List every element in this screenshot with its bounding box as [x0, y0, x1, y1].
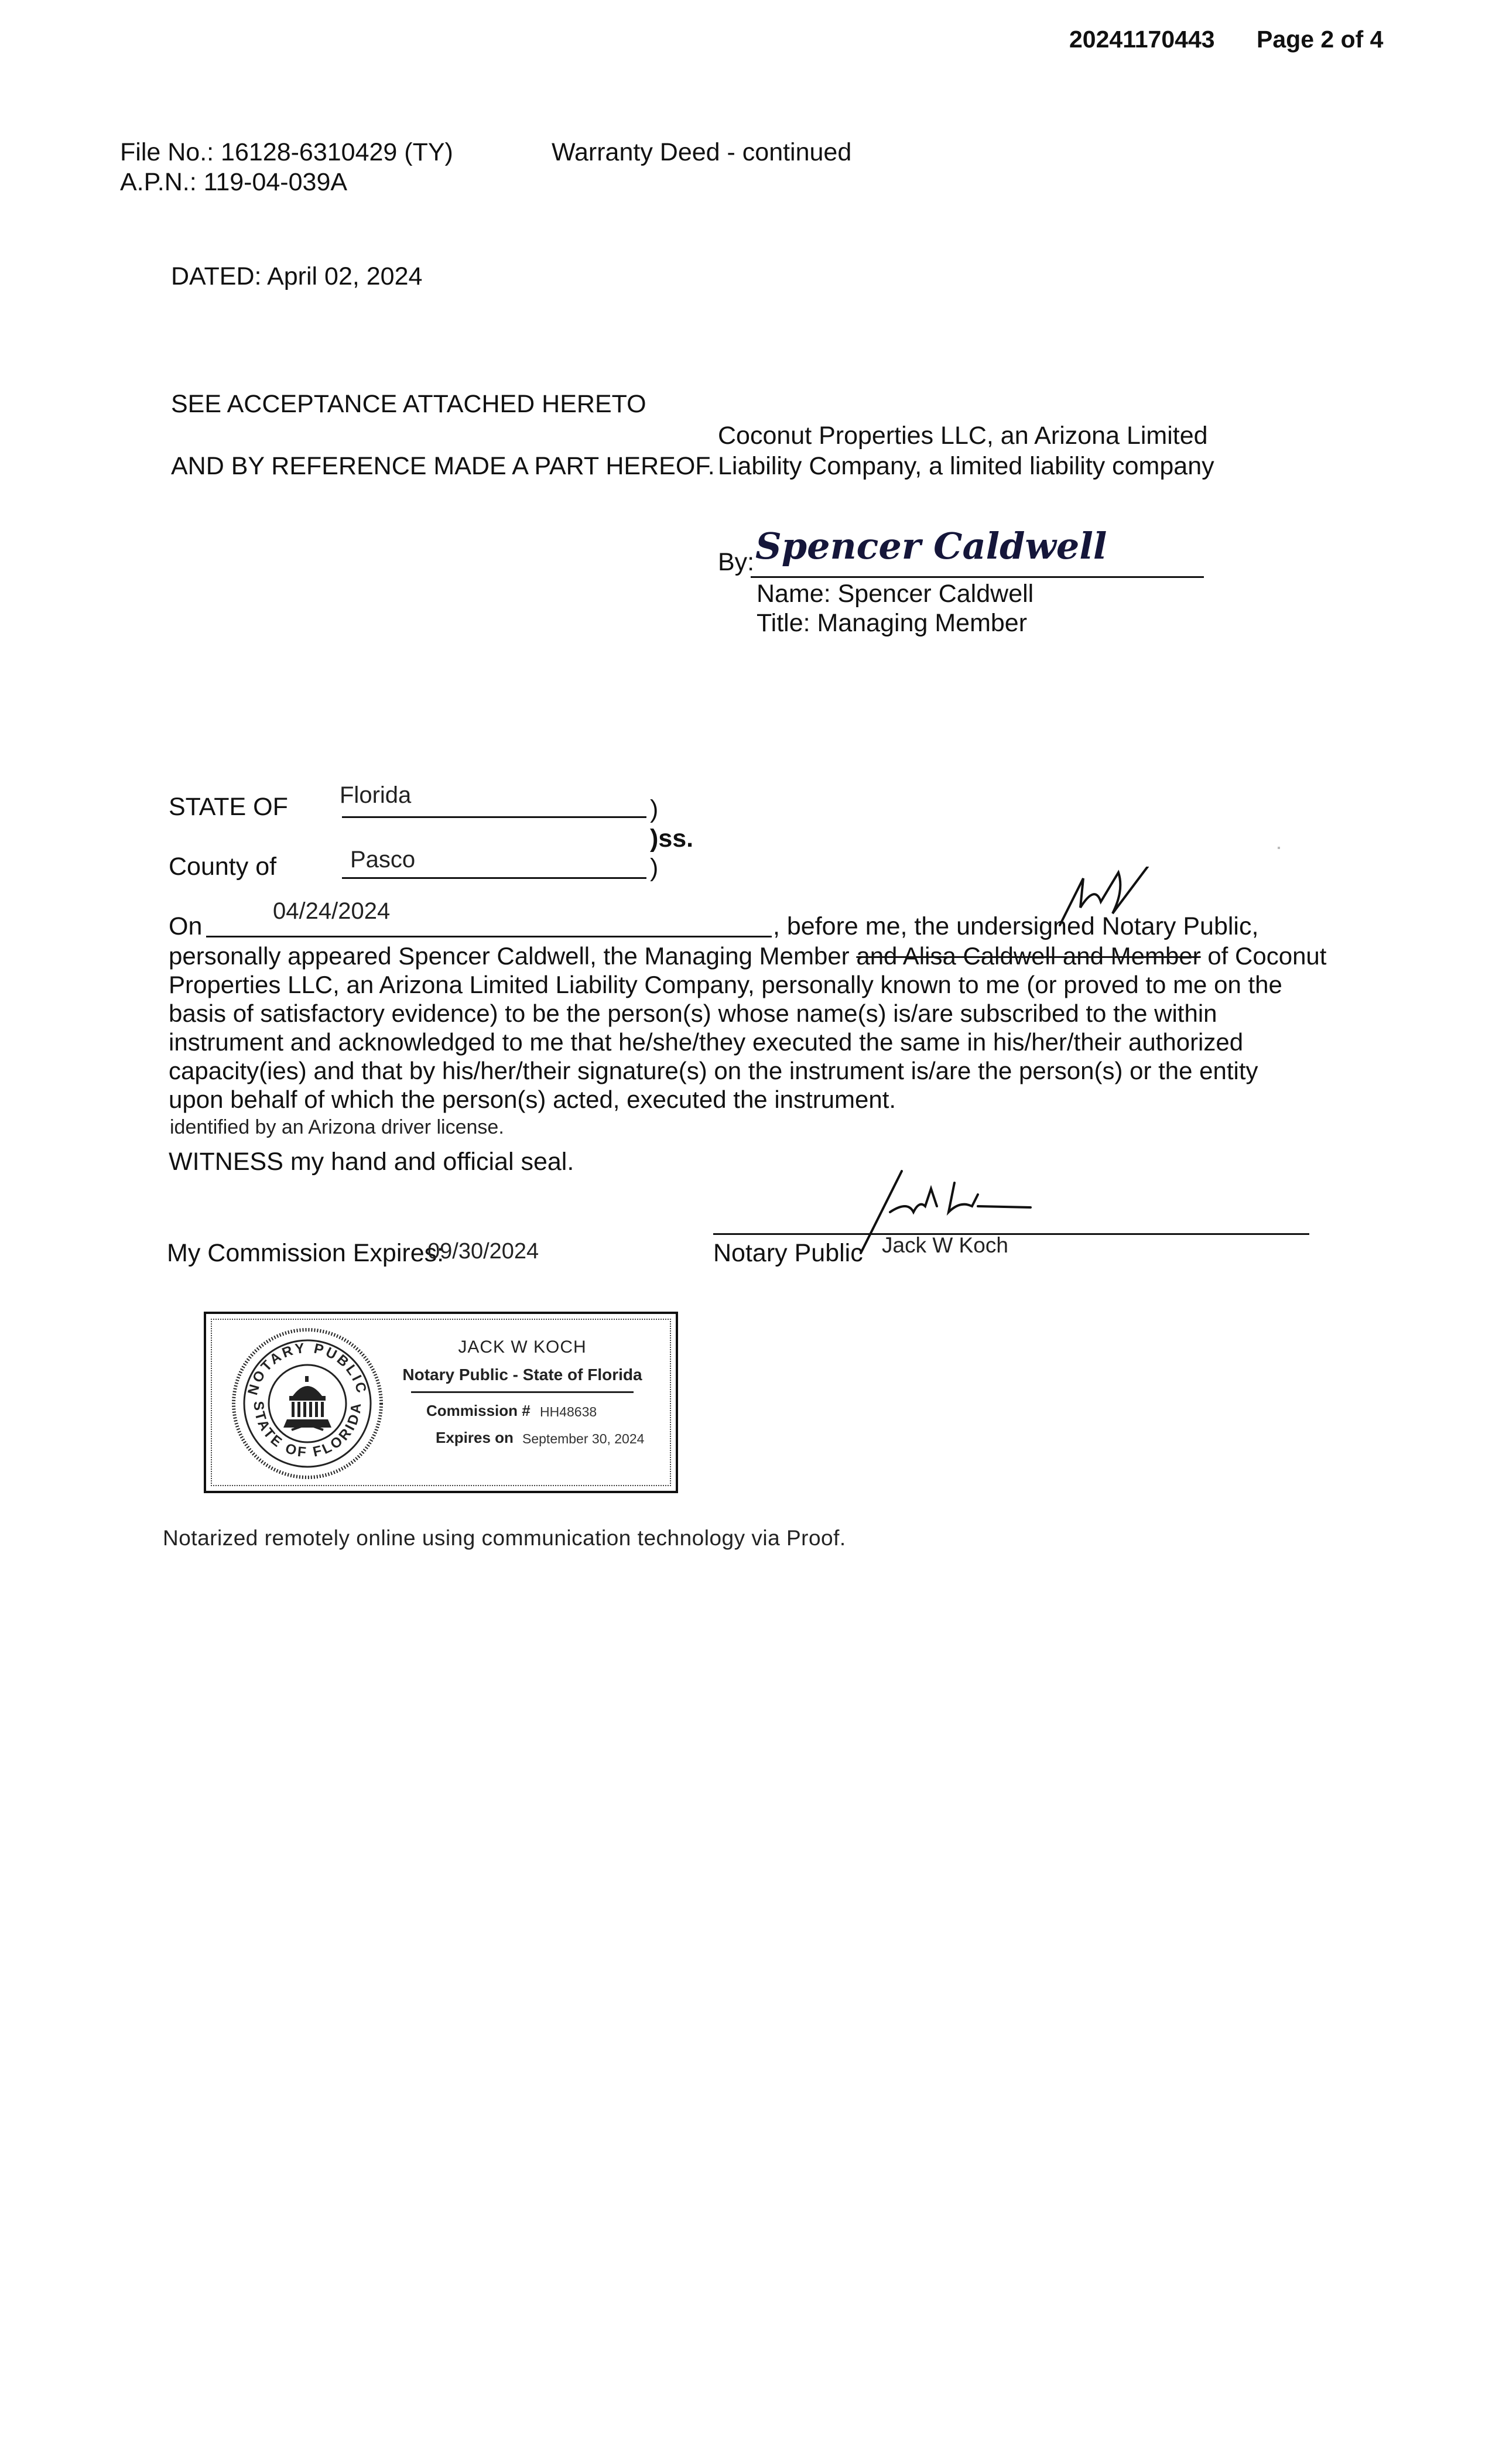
county-paren: )	[650, 854, 659, 882]
signature-line	[751, 576, 1204, 578]
county-blank-line	[342, 877, 646, 879]
state-paren: )	[650, 795, 659, 823]
state-blank-line	[342, 816, 646, 818]
state-value: Florida	[340, 782, 412, 808]
signer-title: Title: Managing Member	[757, 609, 1028, 637]
witness-line: WITNESS my hand and official seal.	[169, 1148, 574, 1176]
remote-notarization-note: Notarized remotely online using communication technology via Proof.	[163, 1526, 846, 1550]
ack-line-2-pre: personally appeared Spencer Caldwell, the Managing Member	[169, 942, 857, 970]
notary-public-label: Notary Public	[713, 1239, 863, 1267]
seal-bottom-text: STATE OF FLORIDA	[250, 1400, 365, 1461]
notary-initials-mark	[1048, 867, 1165, 937]
acceptance-line-1: SEE ACCEPTANCE ATTACHED HERETO	[171, 390, 646, 418]
ack-line-1: , before me, the undersigned Notary Public,	[773, 912, 1259, 940]
grantor-company-line-2: Liability Company, a limited liability company	[718, 452, 1214, 480]
apn-number: A.P.N.: 119-04-039A	[120, 168, 348, 196]
date-blank-line	[206, 936, 772, 937]
acceptance-line-2: AND BY REFERENCE MADE A PART HEREOF.	[171, 452, 715, 480]
ack-line-4: basis of satisfactory evidence) to be the person(s) whose name(s) is/are subscribed to the within	[169, 1000, 1217, 1027]
page-indicator: Page 2 of 4	[1257, 26, 1384, 53]
commission-expires-date: 09/30/2024	[427, 1239, 539, 1264]
stamp-notary-name: JACK W KOCH	[458, 1337, 587, 1357]
county-label: County of	[169, 853, 277, 881]
file-number: File No.: 16128-6310429 (TY)	[120, 138, 453, 166]
identification-note: identified by an Arizona driver license.	[170, 1116, 504, 1138]
notary-name: Jack W Koch	[882, 1233, 1008, 1257]
grantor-company-line-1: Coconut Properties LLC, an Arizona Limited	[718, 422, 1208, 450]
on-label: On	[169, 912, 203, 940]
notary-stamp	[204, 1312, 678, 1493]
stamp-commission-number: HH48638	[540, 1404, 597, 1419]
scan-speck	[1278, 847, 1280, 849]
grantor-signature: Spencer Caldwell	[755, 525, 1107, 567]
ack-line-2-post: of Coconut	[1200, 942, 1327, 970]
state-label: STATE OF	[169, 793, 288, 821]
signer-name: Name: Spencer Caldwell	[757, 580, 1034, 608]
acknowledgment-paragraph	[169, 942, 1340, 1114]
document-title: Warranty Deed - continued	[552, 138, 852, 166]
acknowledgment-date: 04/24/2024	[273, 898, 391, 924]
commission-label: My Commission Expires:	[167, 1239, 444, 1267]
seal-top-text: NOTARY PUBLIC	[245, 1340, 370, 1397]
stamp-divider	[411, 1391, 634, 1393]
document-number: 20241170443	[1069, 26, 1215, 53]
notary-signature-line	[713, 1233, 1309, 1235]
stamp-commission-label: Commission #	[426, 1402, 531, 1419]
ack-line-7: upon behalf of which the person(s) acted, executed the instrument.	[169, 1086, 896, 1113]
stamp-expires-date: September 30, 2024	[522, 1431, 645, 1446]
stamp-notary-title: Notary Public - State of Florida	[402, 1366, 642, 1384]
ss-label: )ss.	[650, 824, 694, 853]
notary-seal-icon	[231, 1327, 384, 1480]
ack-line-2-struck: and Alisa Caldwell and Member	[856, 942, 1201, 970]
county-value: Pasco	[350, 847, 416, 872]
ack-line-5: instrument and acknowledged to me that he/she/they executed the same in his/her/their authorized	[169, 1028, 1244, 1056]
stamp-expires-label: Expires on	[436, 1429, 514, 1446]
dated-line: DATED: April 02, 2024	[171, 262, 423, 290]
ack-line-3: Properties LLC, an Arizona Limited Liability Company, personally known to me (or proved to me on the	[169, 971, 1282, 998]
ack-line-6: capacity(ies) and that by his/her/their signature(s) on the instrument is/are the person(s) or the entity	[169, 1057, 1258, 1084]
by-label: By:	[718, 548, 755, 576]
